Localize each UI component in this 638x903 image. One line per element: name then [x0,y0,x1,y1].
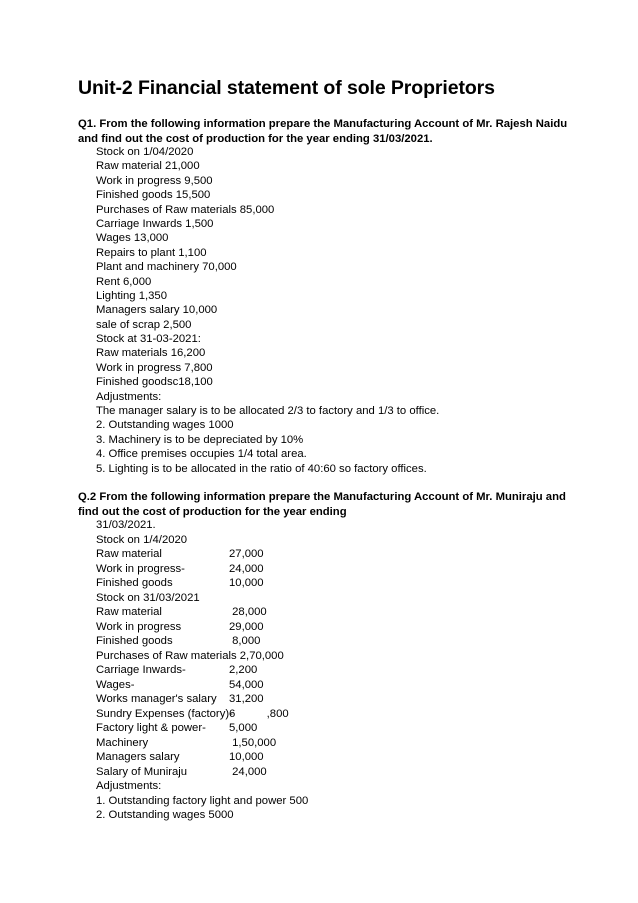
q1-line: Work in progress 9,500 [96,174,213,187]
q2-row [96,605,308,620]
q2-row-value: 5,000 [229,722,258,734]
q2-row [96,634,308,649]
q2-row-label: Work in progress- [96,562,185,575]
q2-row-label: Managers salary [96,751,180,763]
q2-row [96,736,308,751]
q2-row-label: Purchases of Raw materials 2,70,000 [96,649,284,662]
q2-row [96,663,308,678]
q2-row-label: Adjustments: [96,780,162,792]
q2-row-label: Finished goods [96,635,173,647]
q2-row-label: Works manager's salary [96,693,217,705]
q2-row-value: 24,000 [229,562,264,575]
q1-line: Wages 13,000 [96,232,169,245]
q1-lines [96,145,439,476]
q2-row [96,533,308,548]
q2-row-value: 31,200 [229,693,264,705]
q2-row-label: Finished goods [96,577,173,589]
q2-row [96,547,308,562]
q2-row-value: 10,000 [229,577,264,589]
page-title: Unit-2 Financial statement of sole Proprietors [78,77,495,99]
q2-row-label: Wages- [96,678,135,691]
q2-row-label: Sundry Expenses (factory)- [96,707,233,720]
q2-row-label: Stock on 31/03/2021 [96,591,200,604]
q2-row-label: Carriage Inwards- [96,664,186,676]
q2-row-value: 29,000 [229,620,264,633]
q2-row [96,794,308,809]
q1-line: Raw materials 16,200 [96,347,206,360]
q2-row-value: 10,000 [229,751,264,763]
q1-line: Plant and machinery 70,000 [96,261,237,274]
q1-line: sale of scrap 2,500 [96,318,192,331]
q2-row [96,562,308,577]
q2-rows [96,518,308,823]
q2-row [96,721,308,736]
q1-line: Managers salary 10,000 [96,304,218,317]
q1-line: 3. Machinery is to be depreciated by 10% [96,433,304,446]
q2-row [96,765,308,780]
q1-line: 4. Office premises occupies 1/4 total area. [96,448,307,461]
q1-line: Purchases of Raw materials 85,000 [96,203,275,216]
q1-line: Stock on 1/04/2020 [96,146,194,158]
q2-row-label: Raw material [96,548,162,560]
q1-line: Finished goods 15,500 [96,189,211,202]
q2-row [96,518,308,533]
q1-line: 2. Outstanding wages 1000 [96,419,234,432]
q1-line: The manager salary is to be allocated 2/3 to factory and 1/3 to office. [96,405,440,418]
q2-row-value: 1,50,000 [229,736,277,749]
q1-line: Repairs to plant 1,100 [96,246,207,259]
q2-row [96,779,308,794]
q2-row-value: 54,000 [229,678,264,691]
q1-line: 5. Lighting is to be allocated in the ratio of 40:60 so factory offices. [96,462,427,475]
q2-row-value: 24,000 [229,765,267,778]
q1-line: Finished goodsc18,100 [96,376,213,389]
q2-row-label: Stock on 1/4/2020 [96,533,188,546]
q2-row-label: Salary of Muniraju [96,765,188,778]
q2-row-label: Machinery [96,736,149,749]
q2-row-value: 27,000 [229,548,264,560]
q1-line: Rent 6,000 [96,275,152,288]
q2-row [96,678,308,693]
q2-row-value: 2,200 [229,664,258,676]
q2-row-label: Raw material [96,606,162,618]
q2-row-value: 8,000 [229,635,261,647]
q2-row [96,692,308,707]
q2-row-value: 28,000 [229,606,267,618]
q2-row-label: 31/03/2021. [96,519,156,531]
q2-row-label: Work in progress [96,620,182,633]
q2-row [96,649,308,664]
q1-line: Work in progress 7,800 [96,361,213,374]
q1-heading: Q1. From the following information prepare the Manufacturing Account of Mr. Rajesh Naidu and find out the cost of production for the year ending 31/03/2021. [78,118,568,145]
q1-line: Raw material 21,000 [96,160,200,173]
q2-row-label: Factory light & power- [96,722,206,734]
q1-line: Lighting 1,350 [96,289,167,302]
q2-heading: Q.2 From the following information prepare the Manufacturing Account of Mr. Muniraju and find out the cost of production for the year ending [78,491,566,518]
q2-row [96,808,308,823]
q2-row-label: 1. Outstanding factory light and power 500 [96,794,309,807]
q1-line: Adjustments: [96,390,162,403]
q1-line: Carriage Inwards 1,500 [96,217,214,230]
q2-row [96,591,308,606]
q2-row [96,576,308,591]
q2-row-label: 2. Outstanding wages 5000 [96,809,234,821]
q2-row-value: 6 ,800 [229,707,289,720]
q2-row [96,620,308,635]
q2-row [96,707,308,722]
q2-row [96,750,308,765]
q1-line: Stock at 31-03-2021: [96,333,201,346]
